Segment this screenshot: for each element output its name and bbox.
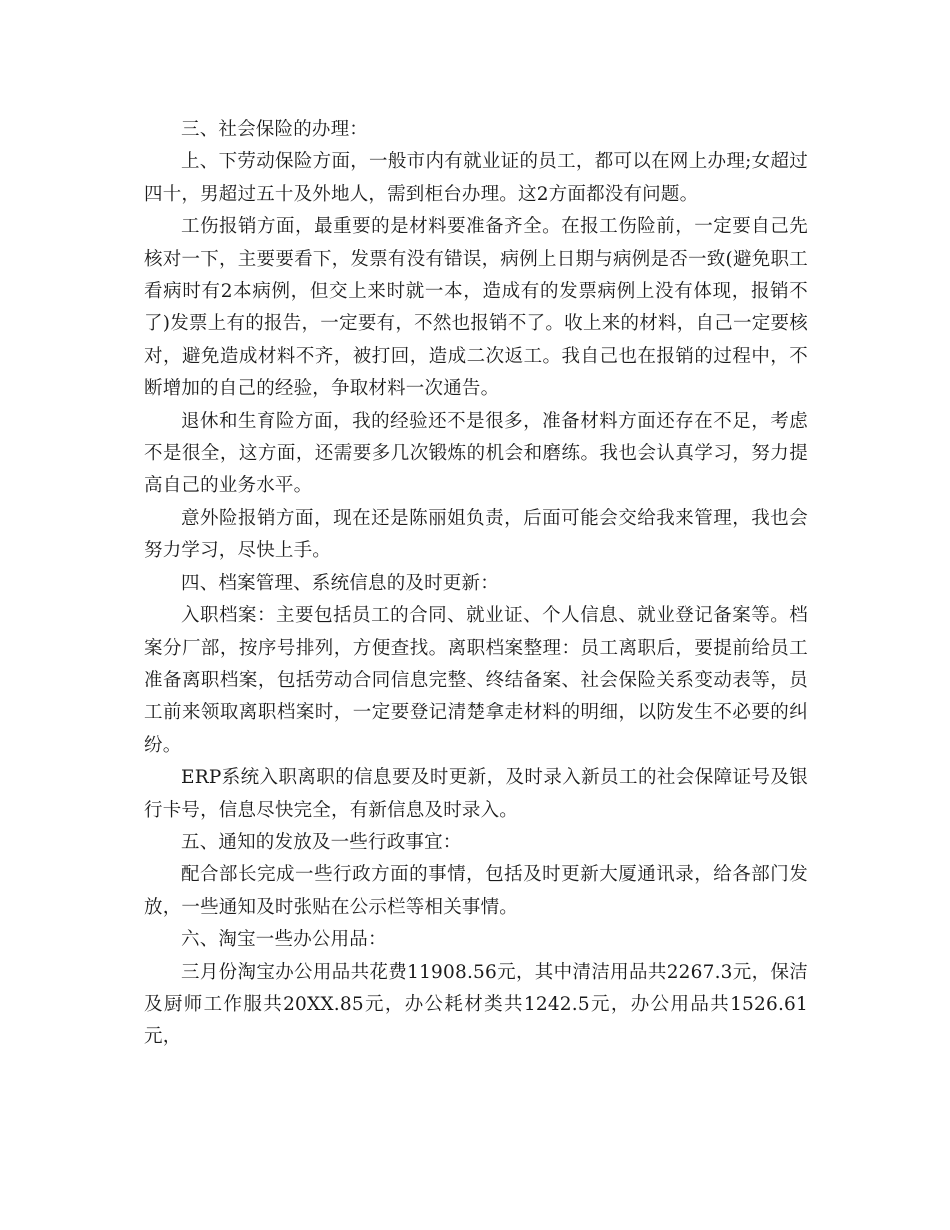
paragraph-admin-matters: 配合部长完成一些行政方面的事情，包括及时更新大厦通讯录，给各部门发放，一些通知及时张贴在公示栏等相关事情。: [144, 864, 808, 918]
section-heading-social-insurance: 三、社会保险的办理：: [181, 119, 369, 140]
section-heading-archive-management: 四、档案管理、系统信息的及时更新：: [181, 572, 499, 594]
paragraph-office-supplies-costs: 三月份淘宝办公用品共花费11908.56元，其中清洁用品共2267.3元，保洁及厨师工作服共20XX.85元，办公耗材类共1242.5元，办公用品共1526.61元，: [144, 961, 808, 1048]
document-body: [144, 114, 808, 1054]
paragraph-work-injury-reimbursement: 工伤报销方面，最重要的是材料要准备齐全。在报工伤险前，一定要自己先核对一下，主要要看下，发票有没有错误，病例上日期与病例是否一致(避免职工看病时有2本病例，但交上来时就一本，造成有的发票病例上没有体现，报销不了)发票上有的报告，一定要有，不然也报销不了。收上来的材料，自己一定要核对，避免造成材料不齐，被打回，造成二次返工。我自己也在报销的过程中，不断增加的自己的经验，争取材料一次通告。: [144, 216, 808, 400]
paragraph-erp-system: ERP系统入职离职的信息要及时更新，及时录入新员工的社会保障证号及银行卡号，信息尽快完全，有新信息及时录入。: [144, 767, 808, 821]
section-heading-office-supplies: 六、淘宝一些办公用品：: [181, 929, 387, 951]
section-heading-notices-admin: 五、通知的发放及一些行政事宜：: [181, 831, 462, 853]
paragraph-accident-insurance: 意外险报销方面，现在还是陈丽姐负责，后面可能会交给我来管理，我也会努力学习，尽快上手。: [144, 507, 808, 562]
paragraph-onboarding-archives: 入职档案：主要包括员工的合同、就业证、个人信息、就业登记备案等。档案分厂部，按序号排列，方便查找。离职档案整理：员工离职后，要提前给员工准备离职档案，包括劳动合同信息完整、终结备案、社会保险关系变动表等，员工前来领取离职档案时，一定要登记清楚拿走材料的明细，以防发生不必要的纠纷。: [144, 605, 808, 756]
paragraph-retirement-maternity-insurance: 退休和生育险方面，我的经验还不是很多，准备材料方面还存在不足，考虑不是很全，这方面，还需要多几次锻炼的机会和磨练。我也会认真学习，努力提高自己的业务水平。: [144, 410, 808, 497]
paragraph-labor-insurance: 上、下劳动保险方面，一般市内有就业证的员工，都可以在网上办理;女超过四十，男超过五十及外地人，需到柜台办理。这2方面都没有问题。: [144, 151, 808, 205]
